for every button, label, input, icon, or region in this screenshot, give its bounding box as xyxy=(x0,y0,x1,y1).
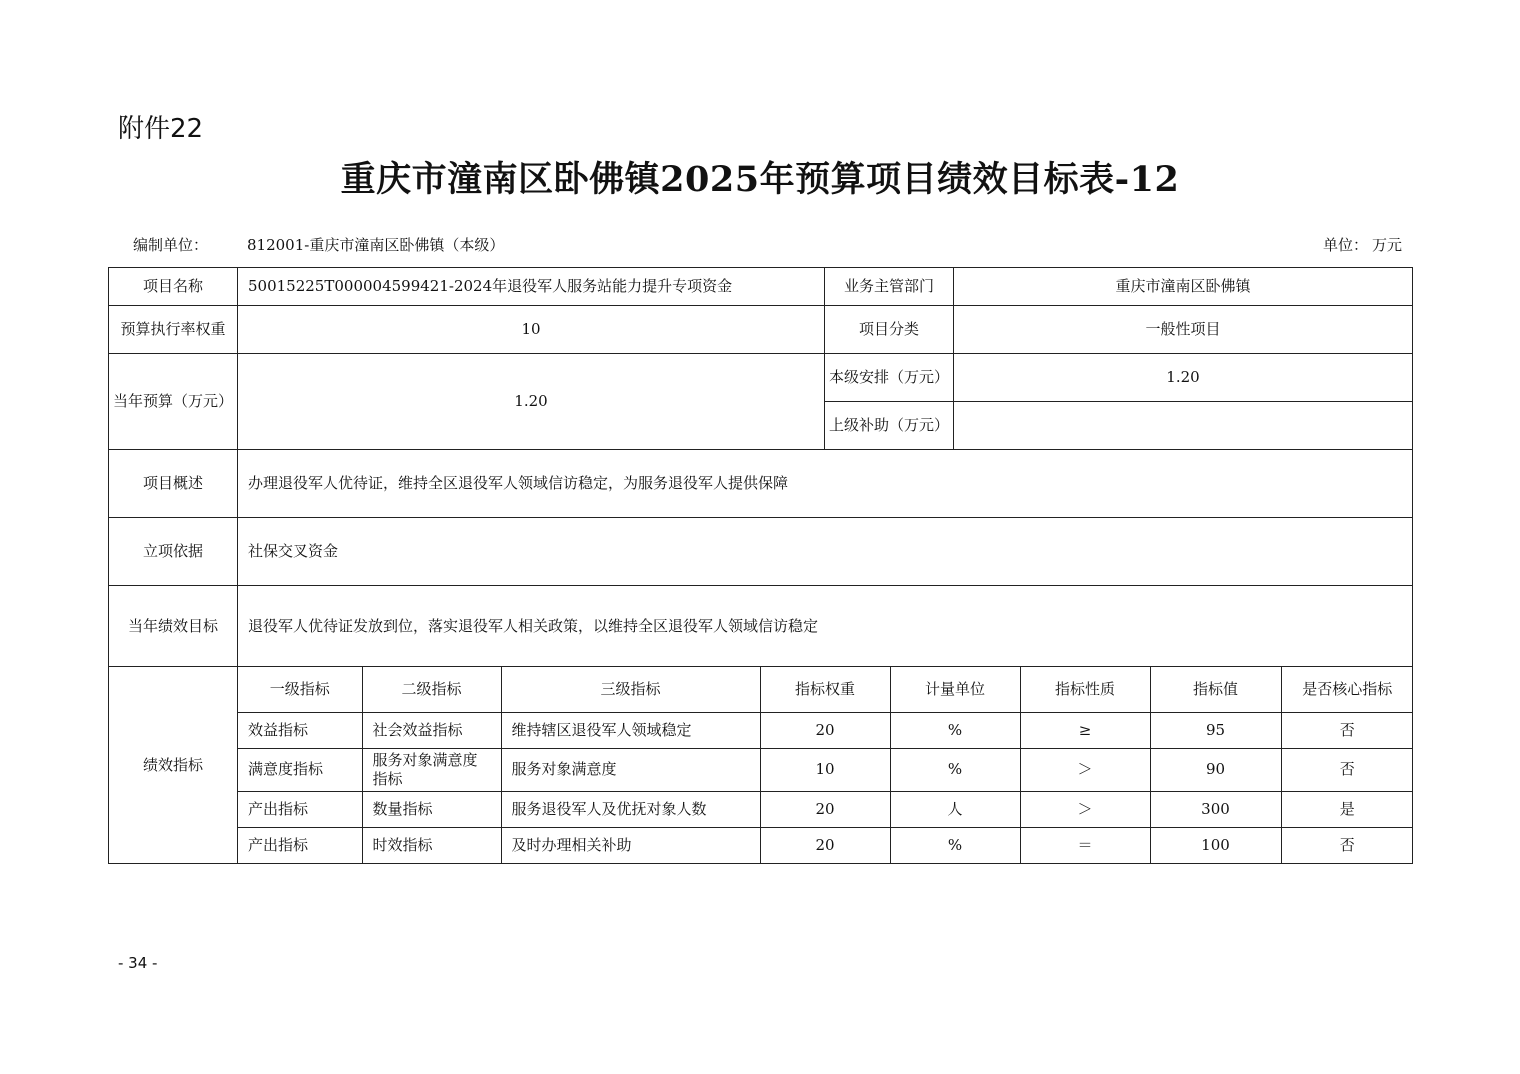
cell-unit: 人 xyxy=(890,791,1020,827)
cell-value: 95 xyxy=(1150,712,1281,748)
cell-value: 100 xyxy=(1150,827,1281,863)
indicators-container xyxy=(238,667,1413,864)
cell-level3: 维持辖区退役军人领域稳定 xyxy=(501,712,760,748)
page-title: 重庆市潼南区卧佛镇2025年预算项目绩效目标表-12 xyxy=(340,159,1180,200)
indicators-section-label: 绩效指标 xyxy=(109,667,238,864)
unit-label: 编制单位： xyxy=(133,236,209,254)
cell-value: 90 xyxy=(1150,748,1281,791)
overview-label: 项目概述 xyxy=(109,450,238,518)
superior-funding-value xyxy=(954,402,1413,450)
cell-nature: ＞ xyxy=(1020,791,1150,827)
cell-level1: 产出指标 xyxy=(238,791,362,827)
basis-label: 立项依据 xyxy=(109,518,238,586)
cell-level3: 及时办理相关补助 xyxy=(501,827,760,863)
cell-level2: 数量指标 xyxy=(362,791,501,827)
table-row xyxy=(238,748,1413,791)
dept-label: 业务主管部门 xyxy=(825,268,954,306)
local-funding-label: 本级安排（万元） xyxy=(825,354,954,402)
cell-nature: ＞ xyxy=(1020,748,1150,791)
cell-level2: 服务对象满意度指标 xyxy=(362,748,501,791)
currency-label: 单位： xyxy=(1322,236,1368,254)
header-level2: 二级指标 xyxy=(362,667,501,712)
project-name-label: 项目名称 xyxy=(109,268,238,306)
cell-unit: % xyxy=(890,827,1020,863)
header-value: 指标值 xyxy=(1150,667,1281,712)
cell-level1: 满意度指标 xyxy=(238,748,362,791)
page-number: - 34 - xyxy=(118,954,158,972)
basis-value: 社保交叉资金 xyxy=(238,518,1413,586)
currency-value: 万元 xyxy=(1371,236,1402,254)
cell-unit: % xyxy=(890,712,1020,748)
cell-level3: 服务对象满意度 xyxy=(501,748,760,791)
cell-level2: 社会效益指标 xyxy=(362,712,501,748)
table-row xyxy=(238,712,1413,748)
exec-rate-label: 预算执行率权重 xyxy=(109,306,238,354)
header-level1: 一级指标 xyxy=(238,667,362,712)
budget-label: 当年预算（万元） xyxy=(109,354,238,450)
category-value: 一般性项目 xyxy=(954,306,1413,354)
header-nature: 指标性质 xyxy=(1020,667,1150,712)
cell-level1: 产出指标 xyxy=(238,827,362,863)
cell-weight: 20 xyxy=(760,712,890,748)
goal-value: 退役军人优待证发放到位，落实退役军人相关政策，以维持全区退役军人领域信访稳定 xyxy=(238,586,1413,667)
cell-core: 否 xyxy=(1281,827,1413,863)
project-name-value: 50015225T000004599421-2024年退役军人服务站能力提升专项资金 xyxy=(238,268,825,306)
header-level3: 三级指标 xyxy=(501,667,760,712)
cell-value: 300 xyxy=(1150,791,1281,827)
cell-unit: % xyxy=(890,748,1020,791)
performance-target-table xyxy=(108,267,1413,864)
cell-nature: ≥ xyxy=(1020,712,1150,748)
cell-core: 否 xyxy=(1281,712,1413,748)
goal-label: 当年绩效目标 xyxy=(109,586,238,667)
cell-level2: 时效指标 xyxy=(362,827,501,863)
cell-level3: 服务退役军人及优抚对象人数 xyxy=(501,791,760,827)
attachment-label: 附件22 xyxy=(118,114,204,144)
currency xyxy=(1319,234,1402,255)
header-weight: 指标权重 xyxy=(760,667,890,712)
cell-core: 是 xyxy=(1281,791,1413,827)
exec-rate-value: 10 xyxy=(238,306,825,354)
local-funding-value: 1.20 xyxy=(954,354,1413,402)
table-row xyxy=(238,791,1413,827)
cell-core: 否 xyxy=(1281,748,1413,791)
indicators-table xyxy=(238,667,1413,863)
table-row xyxy=(238,827,1413,863)
header-unit: 计量单位 xyxy=(890,667,1020,712)
cell-weight: 20 xyxy=(760,827,890,863)
cell-level1: 效益指标 xyxy=(238,712,362,748)
cell-weight: 20 xyxy=(760,791,890,827)
superior-funding-label: 上级补助（万元） xyxy=(825,402,954,450)
dept-value: 重庆市潼南区卧佛镇 xyxy=(954,268,1413,306)
unit-value: 812001-重庆市潼南区卧佛镇（本级） xyxy=(247,236,505,254)
overview-value: 办理退役军人优待证，维持全区退役军人领域信访稳定，为服务退役军人提供保障 xyxy=(238,450,1413,518)
category-label: 项目分类 xyxy=(825,306,954,354)
budget-value: 1.20 xyxy=(238,354,825,450)
header-core: 是否核心指标 xyxy=(1281,667,1413,712)
cell-nature: ＝ xyxy=(1020,827,1150,863)
cell-weight: 10 xyxy=(760,748,890,791)
